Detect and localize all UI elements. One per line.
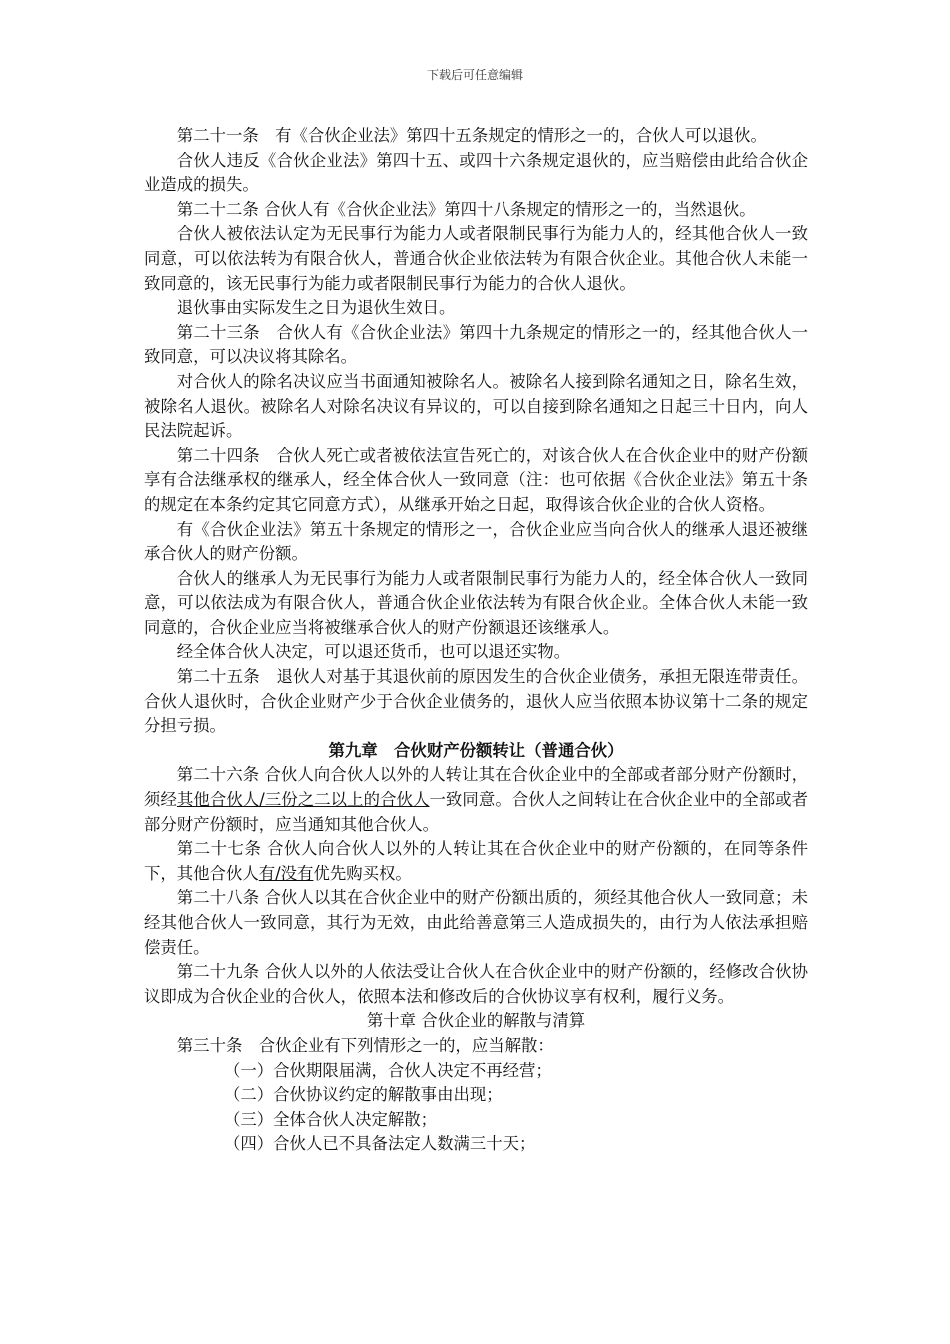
article-26 bbox=[144, 763, 808, 837]
list-item: （三）全体合伙人决定解散； bbox=[224, 1109, 438, 1129]
article-27-text-a: 第二十七条 合伙人向合伙人以外的人转让其在合伙企业中的财产份额的，在同等条件下，其他合伙人 bbox=[144, 839, 808, 883]
article-24: 第二十四条 合伙人死亡或者被依法宣告死亡的，对该合伙人在合伙企业中的财产份额享有合法继承权的继承人，经全体合伙人一致同意（注：也可依据《合伙企业法》第五十条的规定在本条约定其它同意方式），从继承开始之日起，取得该合伙企业的合伙人资格。 bbox=[144, 445, 808, 514]
chapter-9-title: 第九章 合伙财产份额转让（普通合伙） bbox=[328, 740, 624, 760]
article-24-para-4: 经全体合伙人决定，可以退还货币，也可以退还实物。 bbox=[176, 642, 571, 662]
article-27 bbox=[144, 837, 808, 886]
article-26-text-a: 第二十六条 合伙人向合伙人以外的人转让其在合伙企业中的全部或者部分财产份额时，须经 bbox=[144, 765, 808, 810]
article-23-para-2: 对合伙人的除名决议应当书面通知被除名人。被除名人接到除名通知之日，除名生效，被除名人退伙。被除名人对除名决议有异议的，可以自接到除名通知之日起三十日内，向人民法院起诉。 bbox=[144, 371, 808, 441]
page-header: 下载后可任意编辑 bbox=[426, 68, 523, 82]
article-24-para-3: 合伙人的继承人为无民事行为能力人或者限制民事行为能力人的，经全体合伙人一致同意，可以依法成为有限合伙人，普通合伙企业依法转为有限合伙企业。全体合伙人未能一致同意的，合伙企业应当将被继承合伙人的财产份额退还该继承人。 bbox=[144, 568, 808, 637]
article-23: 第二十三条 合伙人有《合伙企业法》第四十九条规定的情形之一的，经其他合伙人一致同意，可以决议将其除名。 bbox=[144, 322, 808, 367]
article-27-text-b: 优先购买权。 bbox=[313, 863, 412, 883]
document-body bbox=[144, 124, 808, 1157]
article-22: 第二十二条 合伙人有《合伙企业法》第四十八条规定的情形之一的，当然退伙。 bbox=[176, 199, 756, 219]
article-22-para-3: 退伙事由实际发生之日为退伙生效日。 bbox=[176, 298, 456, 318]
article-30: 第三十条 合伙企业有下列情形之一的，应当解散： bbox=[176, 1035, 554, 1055]
article-26-underlined: 其他合伙人/三份之二以上的合伙人 bbox=[176, 790, 430, 810]
chapter-10-title: 第十章 合伙企业的解散与清算 bbox=[366, 1011, 586, 1031]
article-28: 第二十八条 合伙人以其在合伙企业中的财产份额出质的，须经其他合伙人一致同意；未经其他合伙人一致同意，其行为无效，由此给善意第三人造成损失的，由行为人依法承担赔偿责任。 bbox=[144, 888, 808, 957]
list-item: （四）合伙人已不具备法定人数满三十天； bbox=[224, 1134, 536, 1154]
article-25: 第二十五条 退伙人对基于其退伙前的原因发生的合伙企业债务，承担无限连带责任。合伙人退伙时，合伙企业财产少于合伙企业债务的，退伙人应当依照本协议第十二条的规定分担亏损。 bbox=[144, 667, 808, 736]
list-item: （二）合伙协议约定的解散事由出现； bbox=[224, 1085, 503, 1105]
article-27-underlined: 有/没有 bbox=[258, 863, 314, 883]
article-21: 第二十一条 有《合伙企业法》第四十五条规定的情形之一的，合伙人可以退伙。 bbox=[176, 126, 767, 145]
article-29: 第二十九条 合伙人以外的人依法受让合伙人在合伙企业中的财产份额的，经修改合伙协议即成为合伙企业的合伙人，依照本法和修改后的合伙协议享有权利，履行义务。 bbox=[144, 962, 808, 1006]
list-item: （一）合伙期限届满，合伙人决定不再经营； bbox=[224, 1060, 552, 1080]
article-24-para-2: 有《合伙企业法》第五十条规定的情形之一，合伙企业应当向合伙人的继承人退还被继承合伙人的财产份额。 bbox=[144, 519, 808, 564]
article-22-para-2: 合伙人被依法认定为无民事行为能力人或者限制民事行为能力人的，经其他合伙人一致同意，可以依法转为有限合伙人，普通合伙企业依法转为有限合伙企业。其他合伙人未能一致同意的，该无民事行为能力或者限制民事行为能力的合伙人退伙。 bbox=[144, 224, 808, 293]
article-21-para-2: 合伙人违反《合伙企业法》第四十五、或四十六条规定退伙的，应当赔偿由此给合伙企业造成的损失。 bbox=[144, 150, 808, 195]
article-26-text-b: 一致同意。合伙人之间转让在合伙企业中的全部或者部分财产份额时，应当通知其他合伙人。 bbox=[144, 790, 809, 834]
